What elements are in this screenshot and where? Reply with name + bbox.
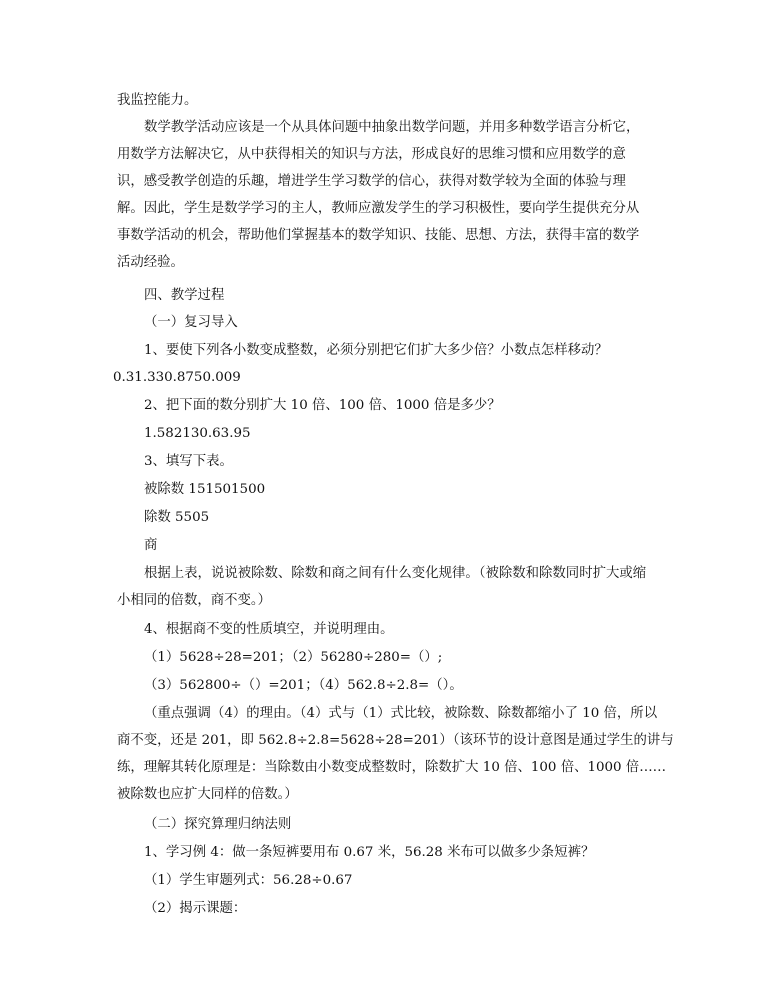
question-line: 4、根据商不变的性质填空，并说明理由。 [144, 622, 394, 637]
table-row-quotient: 商 [144, 538, 158, 553]
paragraph-line: 数学教学活动应该是一个从具体问题中抽象出数学问题，并用多种数学语言分析它， [144, 120, 640, 135]
paragraph-line: 用数学方法解决它，从中获得相关的知识与方法，形成良好的思维习惯和应用数学的意 [117, 147, 626, 162]
question-line: 1、学习例 4：做一条短裤要用布 0.67 米，56.28 米布可以做多少条短裤？ [144, 845, 595, 860]
number-line: 0.31.330.8750.009 [113, 370, 241, 385]
paragraph-line: （重点强调（4）的理由。（4）式与（1）式比较，被除数、除数都缩小了 10 倍，所以 [144, 706, 658, 721]
question-line: 1、要使下列各小数变成整数，必须分别把它们扩大多少倍？小数点怎样移动？ [144, 343, 608, 358]
subsection-heading: （二）探究算理归纳法则 [144, 817, 292, 832]
section-heading: 四、教学过程 [144, 288, 225, 303]
table-row-divisor: 除数 5505 [144, 510, 210, 525]
exercise-line: （1）5628÷28=201；（2）56280÷280=（）; [144, 650, 443, 665]
paragraph-line: 根据上表，说说被除数、除数和商之间有什么变化规律。（被除数和除数同时扩大或缩 [144, 566, 647, 581]
number-line: 1.582130.63.95 [144, 426, 251, 441]
paragraph-line: 我监控能力。 [117, 93, 198, 108]
paragraph-line: 小相同的倍数，商不变。） [117, 593, 271, 608]
question-line: 2、把下面的数分别扩大 10 倍、100 倍、1000 倍是多少？ [144, 398, 501, 413]
paragraph-line: 被除数也应扩大同样的倍数。） [117, 787, 298, 802]
table-row-dividend: 被除数 151501500 [144, 482, 266, 497]
exercise-line: （2）揭示课题： [144, 901, 247, 916]
paragraph-line: 事数学活动的机会，帮助他们掌握基本的数学知识、技能、思想、方法，获得丰富的数学 [117, 228, 640, 243]
paragraph-line: 活动经验。 [117, 255, 184, 270]
paragraph-line: 解。因此，学生是数学学习的主人，教师应激发学生的学习积极性，要向学生提供充分从 [117, 201, 640, 216]
paragraph-line: 识，感受教学创造的乐趣，增进学生学习数学的信心，获得对数学较为全面的体验与理 [117, 174, 626, 189]
exercise-line: （3）562800÷（）=201；（4）562.8÷2.8=（）。 [144, 678, 463, 693]
paragraph-line: 练，理解其转化原理是：当除数由小数变成整数时，除数扩大 10 倍、100 倍、1000 倍…… [117, 760, 666, 775]
paragraph-line: 商不变，还是 201，即 562.8÷2.8=5628÷28=201）（该环节的设计意图是通过学生的讲与 [117, 733, 674, 748]
exercise-line: （1）学生审题列式：56.28÷0.67 [144, 873, 353, 888]
question-line: 3、填写下表。 [144, 454, 233, 469]
subsection-heading: （一）复习导入 [144, 315, 238, 330]
